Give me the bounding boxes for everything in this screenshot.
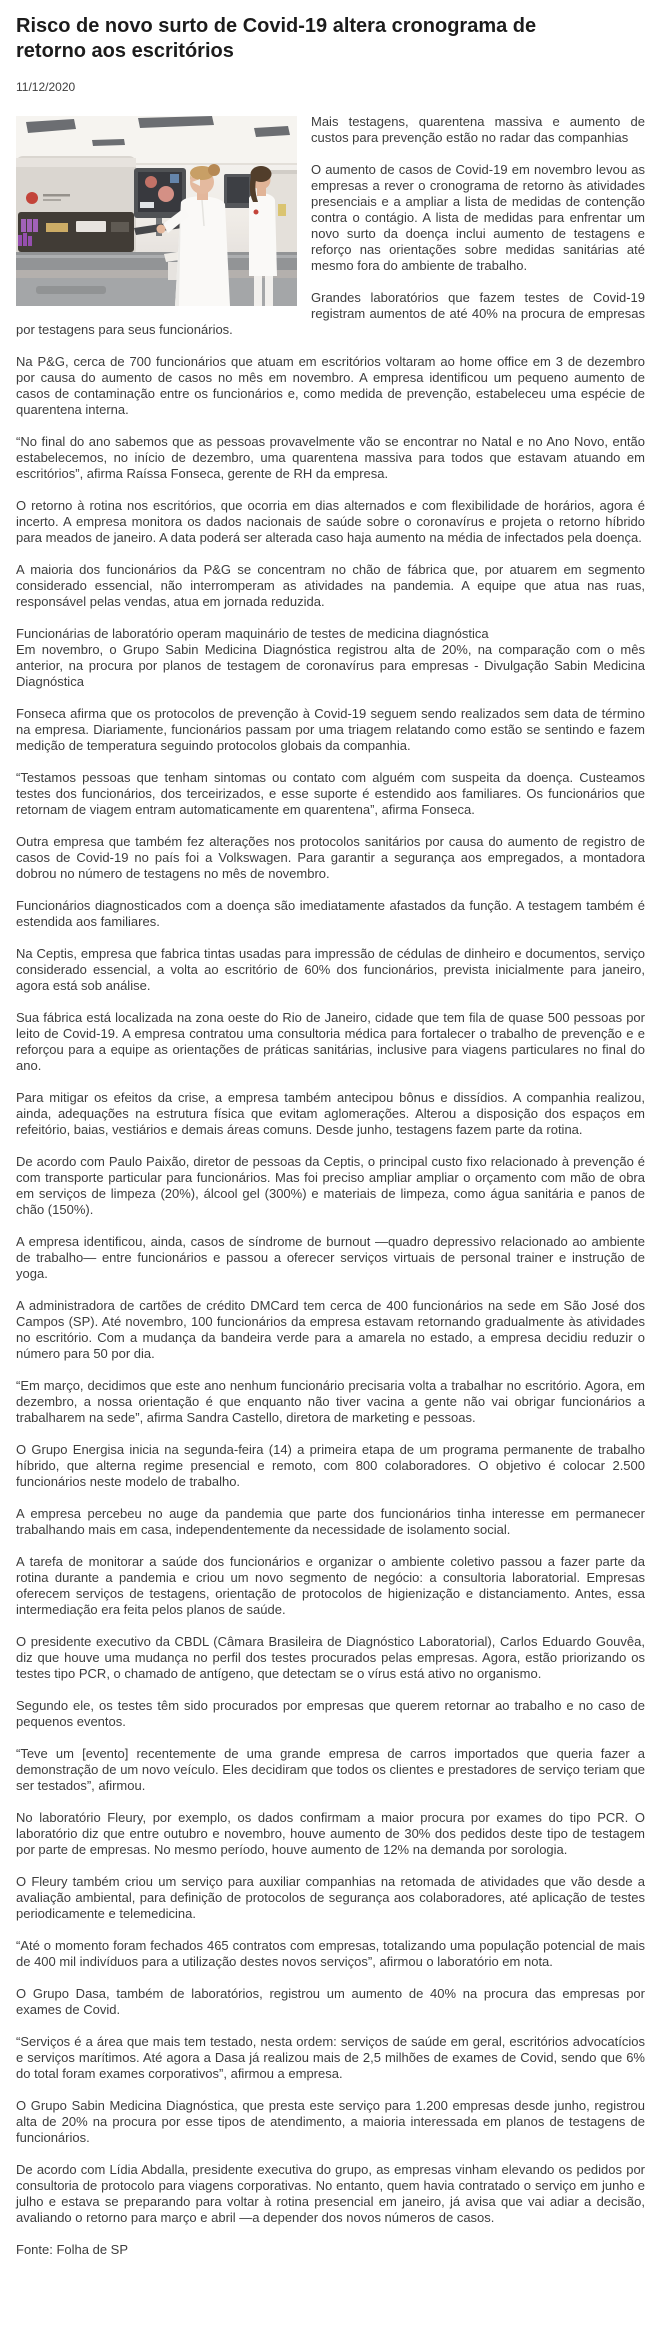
article-paragraph: O Fleury também criou um serviço para auxiliar companhias na retomada de atividades que vão desde a avaliação ambiental, para definição de protocolos de segurança aos colaboradores, até aplicação de testes periodicamente e telemedicina.: [16, 1874, 645, 1921]
article-paragraph: Outra empresa que também fez alterações nos protocolos sanitários por causa do aumento de registro de casos de Covid-19 no país foi a Volkswagen. Para garantir a segurança aos empregados, a montadora dobrou no número de testagens no mês de novembro.: [16, 834, 645, 881]
article-paragraph: “No final do ano sabemos que as pessoas provavelmente vão se encontrar no Natal e no Ano Novo, então estabelecemos, no início de dezembro, uma quarentena massiva para todos que estavam atuando em escritórios”, afirma Raíssa Fonseca, gerente de RH da empresa.: [16, 434, 645, 481]
photo-caption-credit: Em novembro, o Grupo Sabin Medicina Diagnóstica registrou alta de 20%, na comparação com o mês anterior, na procura por planos de testagem de coronavírus para empresas - Divulgação Sabin Medicina Diagnóstica: [16, 642, 645, 689]
article-paragraph: A administradora de cartões de crédito DMCard tem cerca de 400 funcionários na sede em São José dos Campos (SP). Até novembro, 100 funcionários da empresa estavam retornando gradualmente às atividades no escritório. Com a mudança da bandeira verde para a amarela no estado, a empresa decidiu reduzir o número para 50 por dia.: [16, 1298, 645, 1361]
article-paragraph: “Até o momento foram fechados 465 contratos com empresas, totalizando uma população potencial de mais de 400 mil indivíduos para a utilização destes novos serviços”, afirmou o laboratório em nota.: [16, 1938, 645, 1969]
article-paragraph: “Em março, decidimos que este ano nenhum funcionário precisaria volta a trabalhar no escritório. Agora, em dezembro, a nossa orientação é que enquanto não tiver vacina a gente não vai obrigar funcionários a trabalharem na sede”, afirma Sandra Castello, diretora de marketing e pessoas.: [16, 1378, 645, 1425]
article-paragraph-lead: Mais testagens, quarentena massiva e aumento de custos para prevenção estão no radar das companhias: [311, 114, 645, 145]
article-paragraph: De acordo com Lídia Abdalla, presidente executiva do grupo, as empresas vinham elevando os pedidos por consultoria de protocolo para viagens corporativas. No entanto, quem havia contratado o serviço em junho e julho e estava se preparando para voltar à rotina presencial em janeiro, já avisa que vai adiar a decisão, avaliando o retorno para março e abril —a depender dos novos números de casos.: [16, 2162, 645, 2225]
article-paragraph: O Grupo Sabin Medicina Diagnóstica, que presta este serviço para 1.200 empresas desde junho, registrou alta de 20% na procura por esse tipos de atendimento, a maioria interessada em planos de testagens de funcionários.: [16, 2098, 645, 2145]
article-paragraph: Segundo ele, os testes têm sido procurados por empresas que querem retornar ao trabalho e no caso de pequenos eventos.: [16, 1698, 645, 1729]
page-title: Risco de novo surto de Covid-19 altera cronograma de retorno aos escritórios: [16, 15, 537, 62]
article-paragraph: A maioria dos funcionários da P&G se concentram no chão de fábrica que, por atuarem em segmento considerado essencial, não interromperam as atividades na pandemia. A equipe que atua nas ruas, responsável pelas vendas, atua em jornada reduzida.: [16, 562, 645, 609]
article-paragraph: O aumento de casos de Covid-19 em novembro levou as empresas a rever o cronograma de retorno às atividades presenciais e a ampliar a lista de medidas de contenção contra o contágio. A lista de medidas para enfrentar um novo surto da doença inclui aumento de testagens e reforço nas orientações sobre medidas sanitárias até mesmo fora do ambiente de trabalho.: [311, 162, 645, 273]
article-paragraph: Para mitigar os efeitos da crise, a empresa também antecipou bônus e dissídios. A companhia realizou, ainda, adequações na estrutura física que evitam aglomerações. Alterou a disposição dos espaços em refeitório, baias, vestiários e demais áreas comuns. Desde junho, testagens fazem parte da rotina.: [16, 1090, 645, 1137]
article-paragraph: No laboratório Fleury, por exemplo, os dados confirmam a maior procura por exames do tipo PCR. O laboratório diz que entre outubro e novembro, houve aumento de 30% dos pedidos deste tipo de testagem por parte de empresas. No mesmo período, houve aumento de 12% na demanda por sorologia.: [16, 1810, 645, 1857]
article-body: [16, 114, 645, 2258]
article-paragraph: O Grupo Energisa inicia na segunda-feira (14) a primeira etapa de um programa permanente de trabalho híbrido, que alterna regime presencial e remoto, com 800 colaboradores. O objetivo é colocar 2.500 funcionários neste modelo de trabalho.: [16, 1442, 645, 1489]
source-note: Fonte: Folha de SP: [16, 2242, 129, 2257]
article-paragraph: Sua fábrica está localizada na zona oeste do Rio de Janeiro, cidade que tem fila de quase 500 pessoas por leito de Covid-19. A empresa contratou uma consultoria médica para fortalecer o trabalho de prevenção e e reforçou para a equipe as orientações de práticas sanitárias, inclusive para viagens particulares no final do ano.: [16, 1010, 645, 1073]
article-paragraph: A empresa percebeu no auge da pandemia que parte dos funcionários tinha interesse em permanecer trabalhando mais em casa, independentemente da necessidade de isolamento social.: [16, 1506, 645, 1537]
article-paragraph: De acordo com Paulo Paixão, diretor de pessoas da Ceptis, o principal custo fixo relacionado à prevenção é com transporte particular para funcionários. Mas foi preciso ampliar ampliar o orçamento com mão de obra em serviços de limpeza (20%), álcool gel (300%) e materiais de limpeza, como água sanitária e panos de chão (150%).: [16, 1154, 645, 1217]
article-paragraph: A empresa identificou, ainda, casos de síndrome de burnout —quadro depressivo relacionado ao ambiente de trabalho— entre funcionários e passou a oferecer serviços virtuais de personal trainer e instrução de yoga.: [16, 1234, 645, 1281]
article-paragraph: O retorno à rotina nos escritórios, que ocorria em dias alternados e com flexibilidade de horários, agora é incerto. A empresa monitora os dados nacionais de saúde sobre o coronavírus e projeta o retorno híbrido para meados de janeiro. A data poderá ser alterada caso haja aumento na média de infectados pela doença.: [16, 498, 645, 545]
article-paragraph: O Grupo Dasa, também de laboratórios, registrou um aumento de 40% na procura das empresas por exames de Covid.: [16, 1986, 645, 2017]
article-paragraph: O presidente executivo da CBDL (Câmara Brasileira de Diagnóstico Laboratorial), Carlos Eduardo Gouvêa, diz que houve uma mudança no perfil dos testes procurados pelas empresas. Agora, estão priorizando os testes tipo PCR, o chamado de antígeno, que detectam se o vírus está ativo no organismo.: [16, 1634, 645, 1681]
article-paragraph: Na P&G, cerca de 700 funcionários que atuam em escritórios voltaram ao home office em 3 de dezembro por causa do aumento de casos no mês em novembro. A empresa identificou um pequeno aumento de casos de contaminação entre os funcionários e, como medida de prevenção, estabeleceu uma espécie de quarentena interna.: [16, 354, 645, 417]
article-paragraph: Funcionários diagnosticados com a doença são imediatamente afastados da função. A testagem também é estendida aos familiares.: [16, 898, 645, 929]
article-paragraph: “Teve um [evento] recentemente de uma grande empresa de carros importados que queria fazer a demonstração de um novo veículo. Eles decidiram que todos os clientes e prestadores de serviço teriam que ser testados”, afirmou.: [16, 1746, 645, 1793]
publish-date: 11/12/2020: [16, 80, 76, 94]
article-paragraph: Grandes laboratórios que fazem testes de Covid-19 registram aumentos de até 40% na procura de empresas por testagens para seus funcionários.: [16, 290, 645, 337]
article-paragraph: “Testamos pessoas que tenham sintomas ou contato com alguém com suspeita da doença. Custeamos testes dos funcionários, dos terceirizados, e esse suporte é estendido aos familiares. Os funcionários que retornam de viagem entram automaticamente em quarentena”, afirma Fonseca.: [16, 770, 645, 817]
article-photo: [16, 116, 297, 306]
article-paragraph: “Serviços é a área que mais tem testado, nesta ordem: serviços de saúde em geral, escritórios advocatícios e serviços marítimos. Até agora a Dasa já realizou mais de 2,5 milhões de exames de Covid, sendo que 6% do total foram exames corporativos”, afirmou a empresa.: [16, 2034, 645, 2081]
article-paragraph: Fonseca afirma que os protocolos de prevenção à Covid-19 seguem sendo realizados sem data de término na empresa. Diariamente, funcionários passam por uma triagem relatando como estão se sentindo e fazem medição de temperatura seguindo protocolos globais da companhia.: [16, 706, 645, 753]
article-paragraph: Na Ceptis, empresa que fabrica tintas usadas para impressão de cédulas de dinheiro e documentos, serviço considerado essencial, a volta ao escritório de 60% dos funcionários, prevista inicialmente para janeiro, agora está sob análise.: [16, 946, 645, 993]
article-paragraph: A tarefa de monitorar a saúde dos funcionários e organizar o ambiente coletivo passou a fazer parte da rotina durante a pandemia e criou um novo segmento de negócio: a consultoria laboratorial. Empresas oferecem serviços de testagens, orientação de protocolos de higienização e distanciamento. Antes, essa intermediação era feita pelos planos de saúde.: [16, 1554, 645, 1617]
lab-photo-illustration: [16, 116, 297, 306]
photo-caption: Funcionárias de laboratório operam maquinário de testes de medicina diagnóstica: [16, 626, 489, 641]
